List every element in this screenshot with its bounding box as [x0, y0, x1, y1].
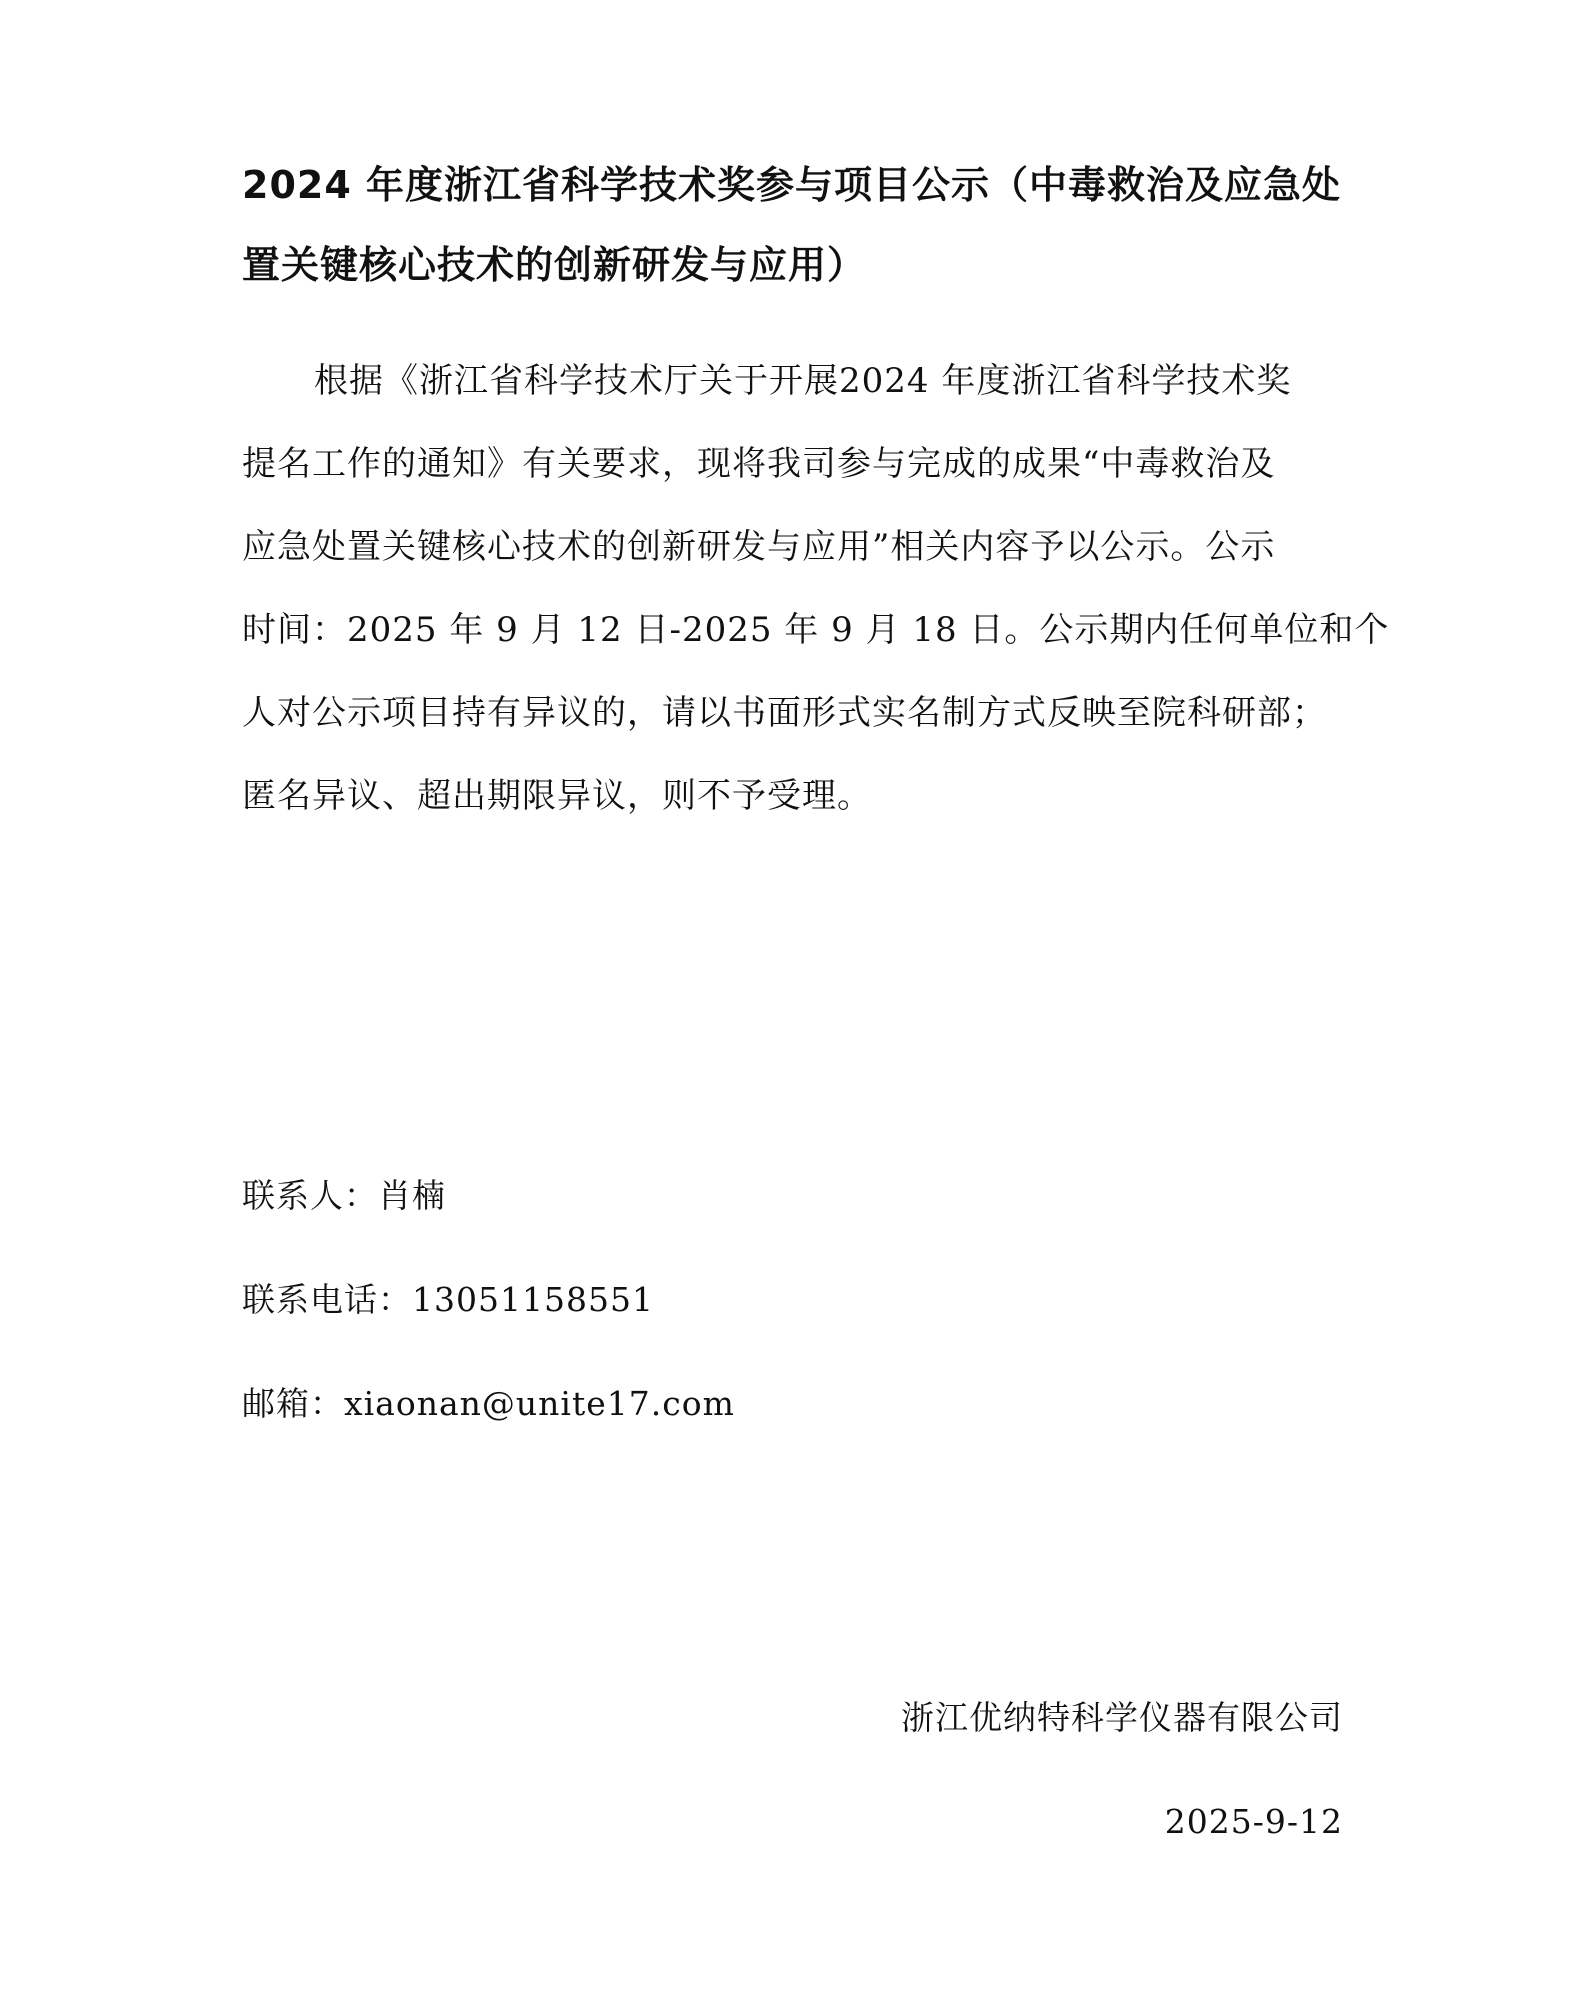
- contact-person: 联系人：肖楠: [242, 1176, 446, 1215]
- body-line-1: 根据《浙江省科学技术厅关于开展2024 年度浙江省科学技术奖: [314, 361, 1292, 401]
- title-line-1: 2024 年度浙江省科学技术奖参与项目公示（中毒救治及应急处: [242, 163, 1341, 207]
- body-line-4: 时间：2025 年 9 月 12 日-2025 年 9 月 18 日。公示期内任何单位和个: [242, 610, 1390, 650]
- body-line-6: 匿名异议、超出期限异议，则不予受理。: [242, 776, 872, 816]
- body-line-5: 人对公示项目持有异议的，请以书面形式实名制方式反映至院科研部；: [242, 693, 1327, 733]
- body-line-2: 提名工作的通知》有关要求，现将我司参与完成的成果“中毒救治及: [242, 444, 1276, 484]
- title-line-2: 置关键核心技术的创新研发与应用）: [242, 243, 867, 287]
- signature-date: 2025-9-12: [1164, 1802, 1343, 1841]
- contact-email: 邮箱：xiaonan@unite17.com: [242, 1384, 735, 1423]
- contact-phone: 联系电话：13051158551: [242, 1280, 654, 1319]
- document-title: [242, 145, 1352, 305]
- announcement-body: [242, 340, 1390, 838]
- body-line-3: 应急处置关键核心技术的创新研发与应用”相关内容予以公示。公示: [242, 527, 1276, 567]
- signature-company: 浙江优纳特科学仪器有限公司: [901, 1698, 1343, 1737]
